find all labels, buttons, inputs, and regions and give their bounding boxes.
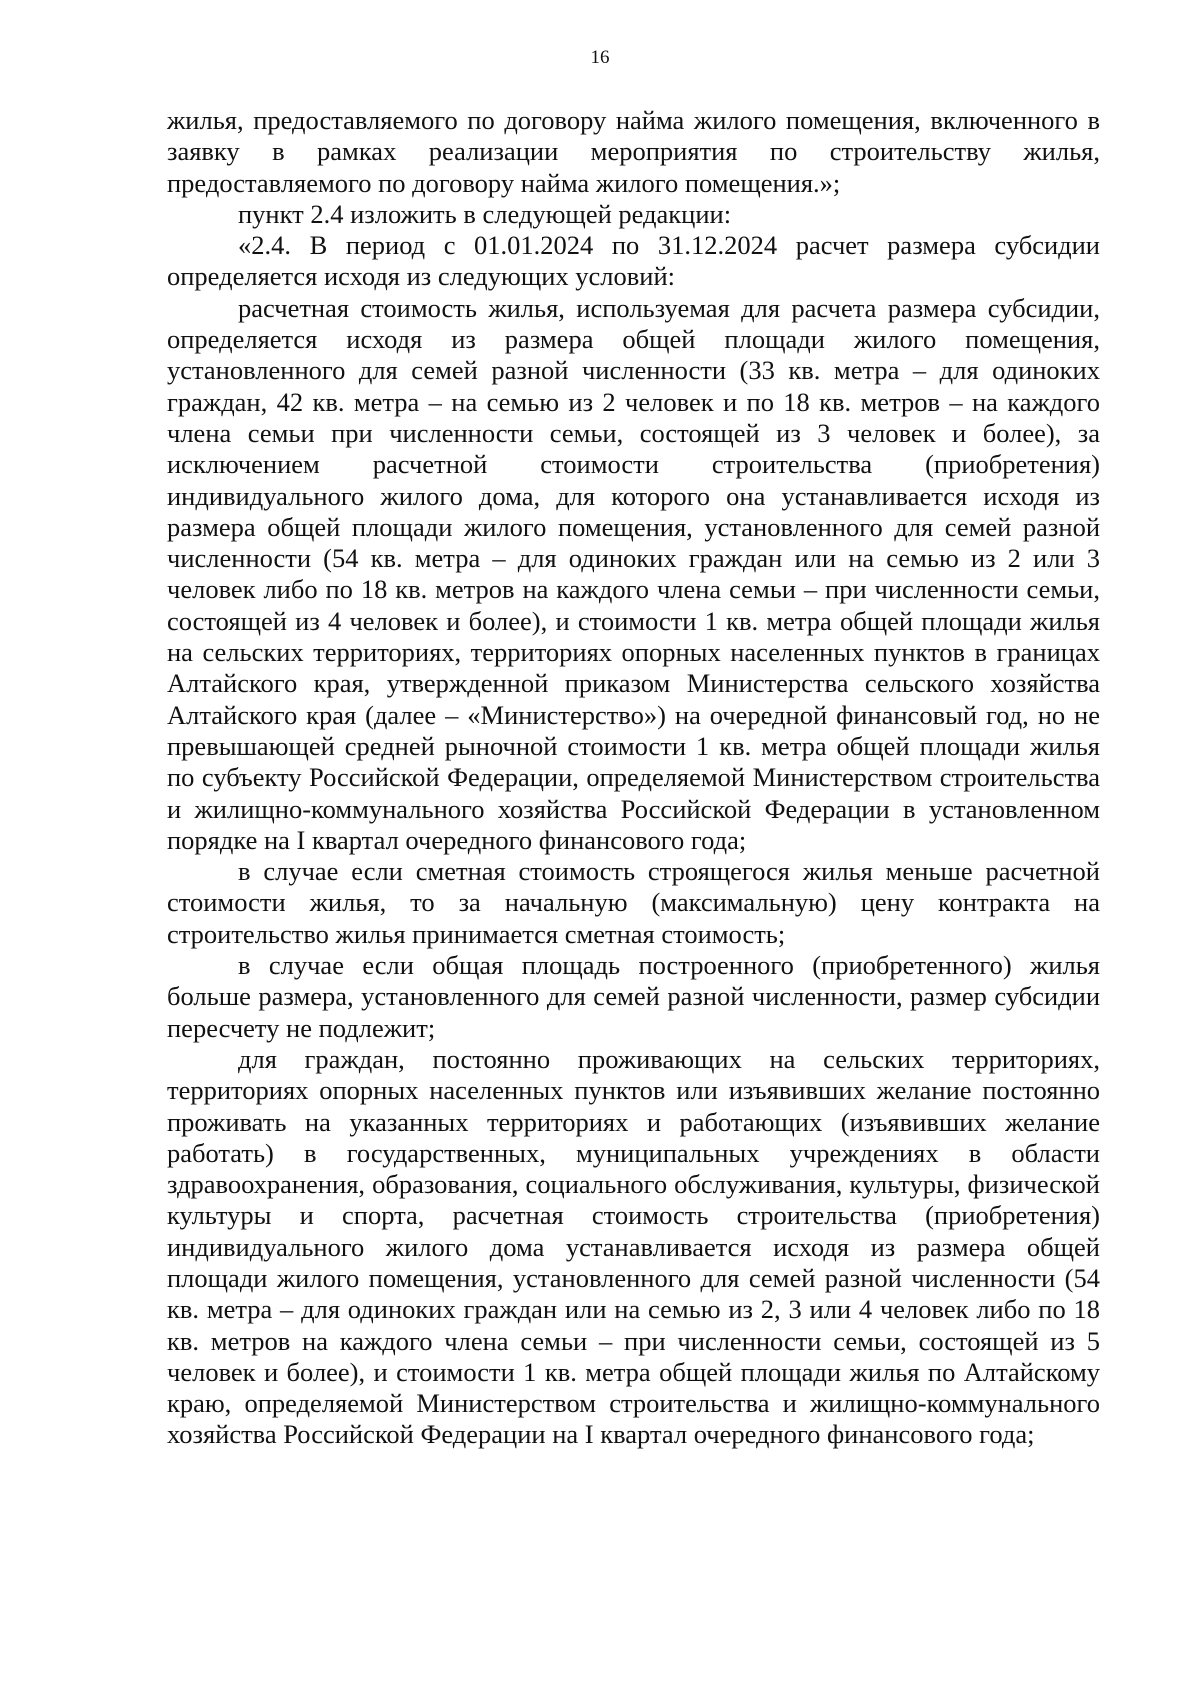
paragraph-continuation: жилья, предоставляемого по договору найма жилого помещения, включенного в заявку в рамках реализации мероприятия по строительству жилья, предоставляемого по договору найма жилого помещения.»; xyxy=(167,105,1100,198)
document-body xyxy=(167,105,1100,1451)
paragraph-estimate-lower: в случае если сметная стоимость строящегося жилья меньше расчетной стоимости жилья, то за начальную (максимальную) цену контракта на строительство жилья принимается сметная стоимость; xyxy=(167,856,1100,949)
paragraph-clause-2-4: «2.4. В период с 01.01.2024 по 31.12.2024 расчет размера субсидии определяется исходя из следующих условий: xyxy=(167,230,1100,292)
paragraph-estimated-cost: расчетная стоимость жилья, используемая для расчета размера субсидии, определяется исходя из размера общей площади жилого помещения, установленного для семей разной численности (33 кв. метра – для одиноких граждан, 42 кв. метра – на семью из 2 человек и по 18 кв. метров – на каждого члена семьи при численности семьи, состоящей из 3 человек и более), за исключением расчетной стоимости строительства (приобретения) индивидуального жилого дома, для которого она устанавливается исходя из размера общей площади жилого помещения, установленного для семей разной численности (54 кв. метра – для одиноких граждан или на семью из 2 или 3 человек либо по 18 кв. метров на каждого члена семьи – при численности семьи, состоящей из 4 человек и более), и стоимости 1 кв. метра общей площади жилья на сельских территориях, территориях опорных населенных пунктов в границах Алтайского края, утвержденной приказом Министерства сельского хозяйства Алтайского края (далее – «Министерство») на очередной финансовый год, но не превышающей средней рыночной стоимости 1 кв. метра общей площади жилья по субъекту Российской Федерации, определяемой Министерством строительства и жилищно-коммунального хозяйства Российской Федерации в установленном порядке на I квартал очередного финансового года; xyxy=(167,292,1100,855)
paragraph-amendment-instruction: пункт 2.4 изложить в следующей редакции: xyxy=(238,198,732,229)
page-number: 16 xyxy=(590,47,610,68)
paragraph-public-sector-workers: для граждан, постоянно проживающих на сельских территориях, территориях опорных населенных пунктов или изъявивших желание постоянно проживать на указанных территориях и работающих (изъявивших желание работать) в государственных, муниципальных учреждениях в области здравоохранения, образования, социального обслуживания, культуры, физической культуры и спорта, расчетная стоимость строительства (приобретения) индивидуального жилого дома устанавливается исходя из размера общей площади жилого помещения, установленного для семей разной численности (54 кв. метра – для одиноких граждан или на семью из 2, 3 или 4 человек либо по 18 кв. метров на каждого члена семьи – при численности семьи, состоящей из 5 человек и более), и стоимости 1 кв. метра общей площади жилья по Алтайскому краю, определяемой Министерством строительства и жилищно-коммунального хозяйства Российской Федерации на I квартал очередного финансового года; xyxy=(167,1043,1100,1450)
paragraph-area-larger: в случае если общая площадь построенного (приобретенного) жилья больше размера, установленного для семей разной численности, размер субсидии пересчету не подлежит; xyxy=(167,950,1100,1043)
